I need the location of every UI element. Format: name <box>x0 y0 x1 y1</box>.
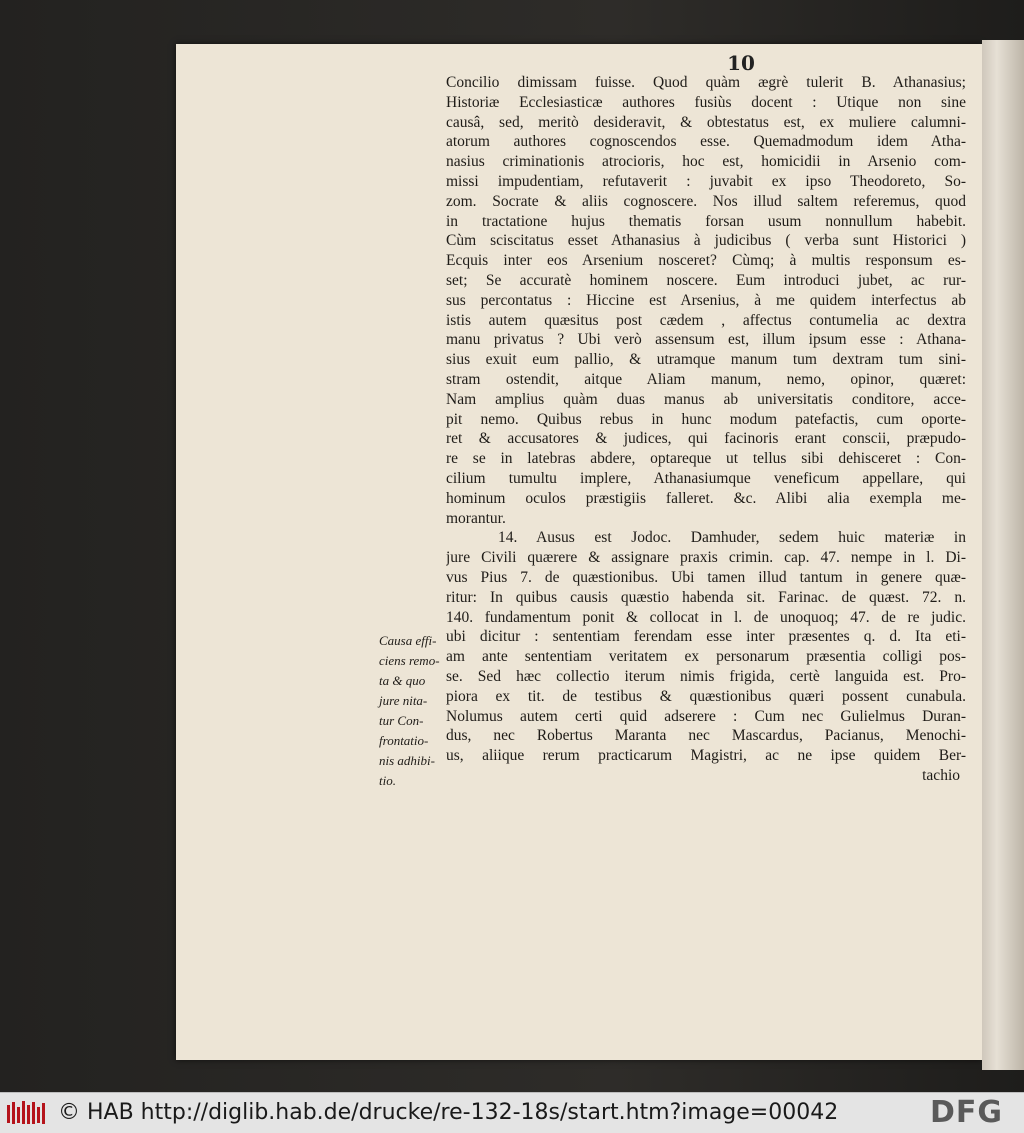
text-line: cilium tumultu implere, Athanasiumque veneficum appellare, qui <box>446 469 966 487</box>
marginal-line: Causa effi- <box>379 633 437 648</box>
text-line: Cùm sciscitatus esset Athanasius à judicibus ( verba sunt Historici ) <box>446 232 966 250</box>
text-line: sus percontatus : Hiccine est Arsenius, à me quidem interfectus ab <box>446 291 966 309</box>
book-page <box>176 44 982 1060</box>
marginal-line: ta & quo <box>379 673 426 688</box>
text-line: causâ, sed, meritò desideravit, & obtestatus est, ex muliere calumni- <box>446 113 966 131</box>
text-line: ubi dicitur : sententiam ferendam esse inter præsentes q. d. Ita eti- <box>446 628 966 646</box>
text-line: us, aliique rerum practicarum Magistri, ac ne ipse quidem Ber- <box>446 747 966 765</box>
text-line: atorum authores cognoscendos esse. Quemadmodum idem Atha- <box>446 133 966 151</box>
hab-logo-icon <box>6 1099 48 1127</box>
dfg-logo: DFG <box>930 1095 1004 1130</box>
text-line: pit nemo. Quibus rebus in hunc modum patefactis, cum oporte- <box>446 410 966 428</box>
text-line: ret & accusatores & judices, qui facinoris erant conscii, præpudo- <box>446 430 966 448</box>
text-line: istis autem quæsitus post cædem , affectus contumelia ac dextra <box>446 311 966 329</box>
text-line: Nolumus autem certi quid adserere : Cum nec Gulielmus Duran- <box>446 707 966 725</box>
text-line: missi impudentiam, refutaverit : juvabit ex ipso Theodoreto, So- <box>446 172 966 190</box>
text-line: vus Pius 7. de quæstionibus. Ubi tamen illud tantum in genere quæ- <box>446 568 966 586</box>
text-line: ritur: In quibus causis quæstio habenda sit. Farinac. de quæst. 72. n. <box>446 588 966 606</box>
marginal-line: tur Con- <box>379 713 424 728</box>
text-line: Concilio dimissam fuisse. Quod quàm ægrè tulerit B. Athanasius; <box>446 74 966 91</box>
text-line: set; Se accuratè hominem noscere. Eum introduci jubet, ac rur- <box>446 271 966 289</box>
marginal-line: nis adhibi- <box>379 753 435 768</box>
text-line: Ecquis inter eos Arsenium nosceret? Cùmq; à multis responsum es- <box>446 252 966 270</box>
text-line: se. Sed hæc collectio iterum nimis frigida, certè languida est. Pro- <box>446 667 966 685</box>
text-line: hominum oculos præstigiis falleret. &c. Alibi alia exempla me- <box>446 489 966 507</box>
text-line: 140. fundamentum ponit & collocat in l. de unoquoq; 47. de re judic. <box>446 608 966 626</box>
text-line: jure Civili quærere & assignare praxis crimin. cap. 47. nempe in l. Di- <box>446 549 966 567</box>
body-text <box>446 73 966 786</box>
footer-bar <box>0 1092 1024 1133</box>
marginal-note <box>379 631 457 791</box>
text-line: manu privatus ? Ubi verò assensum est, illum ipsum esse : Athana- <box>446 331 966 349</box>
marginal-line: frontatio- <box>379 733 429 748</box>
text-line: piora ex tit. de testibus & quæstionibus quæri possent cunabula. <box>446 687 966 705</box>
book-edge <box>982 40 1024 1070</box>
text-line: nasius criminationis atrocioris, hoc est, homicidii in Arsenio com- <box>446 153 966 171</box>
marginal-line: jure nita- <box>379 693 428 708</box>
marginal-line: ciens remo- <box>379 653 440 668</box>
text-line: sius exuit eum pallio, & utramque manum tum dextram tum sini- <box>446 351 966 369</box>
copyright-url[interactable]: © HAB http://diglib.hab.de/drucke/re-132-18s/start.htm?image=00042 <box>58 1100 839 1125</box>
text-line: morantur. <box>446 509 506 527</box>
text-line: zom. Socrate & aliis cognoscere. Nos illud saltem referemus, quod <box>446 192 966 210</box>
catchword: tachio <box>922 766 960 784</box>
text-line: am ante sententiam veritatem ex personarum præsentia colligi pos- <box>446 648 966 666</box>
text-line: Nam amplius quàm duas manus ab universitatis conditore, acce- <box>446 390 966 408</box>
text-line: in tractatione hujus thematis forsan usum nonnullum habebit. <box>446 212 966 230</box>
page-number: 10 <box>727 51 755 75</box>
text-line: 14. Ausus est Jodoc. Damhuder, sedem huic materiæ in <box>498 529 966 547</box>
text-line: re se in latebras abdere, optareque ut tellus sibi dehisceret : Con- <box>446 450 966 468</box>
text-line: stram ostendit, aitque Aliam manum, nemo, opinor, quæret: <box>446 370 966 388</box>
text-line: Historiæ Ecclesiasticæ authores fusiùs docent : Utique non sine <box>446 93 966 111</box>
text-line: dus, nec Robertus Maranta nec Mascardus, Pacianus, Menochi- <box>446 727 966 745</box>
marginal-line: tio. <box>379 773 396 788</box>
